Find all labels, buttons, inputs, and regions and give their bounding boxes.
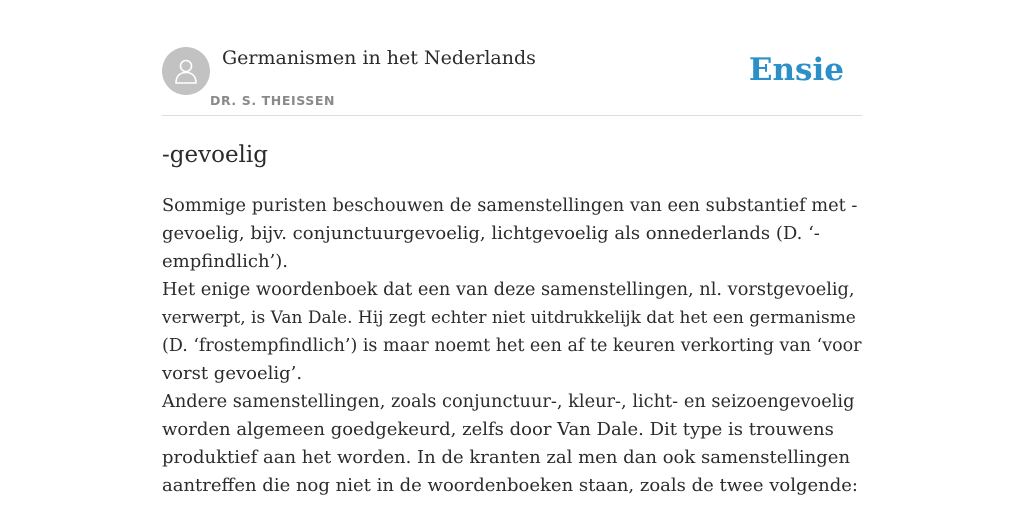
body-line: verwerpt, is Van Dale. Hij zegt echter niet uitdrukkelijk dat het een germanisme xyxy=(162,308,856,328)
author-name[interactable]: DR. S. THEISSEN xyxy=(210,93,336,108)
author-avatar[interactable] xyxy=(162,47,210,95)
body-line: Het enige woordenboek dat een van deze samenstellingen, nl. vorstgevoelig, xyxy=(162,280,855,300)
body-line: produktief aan het worden. In de kranten zal men dan ook samenstellingen xyxy=(162,447,851,468)
user-silhouette-icon xyxy=(171,56,201,86)
header xyxy=(162,0,862,116)
body-line: vorst gevoelig’. xyxy=(162,363,303,384)
book-title[interactable]: Germanismen in het Nederlands xyxy=(222,47,536,69)
body-line: worden algemeen goedgekeurd, zelfs door Van Dale. Dit type is trouwens xyxy=(162,419,834,440)
body-line: gevoelig, bijv. conjunctuurgevoelig, lichtgevoelig als onnederlands (D. ‘- xyxy=(162,223,820,244)
page xyxy=(162,0,862,512)
entry-body xyxy=(162,192,862,500)
body-line: empfindlich’). xyxy=(162,251,289,272)
body-line: aantreffen die nog niet in de woordenboeken staan, zoals de twee volgende: xyxy=(162,475,858,496)
body-line: Sommige puristen beschouwen de samenstellingen van een substantief met - xyxy=(162,196,858,216)
entry-title: -gevoelig xyxy=(162,142,268,168)
body-line: (D. ‘frostempfindlich’) is maar noemt het een af te keuren verkorting van ‘voor xyxy=(162,336,862,356)
ensie-logo[interactable]: Ensie xyxy=(748,52,844,88)
body-line: Andere samenstellingen, zoals conjunctuur-, kleur-, licht- en seizoengevoelig xyxy=(162,392,855,412)
